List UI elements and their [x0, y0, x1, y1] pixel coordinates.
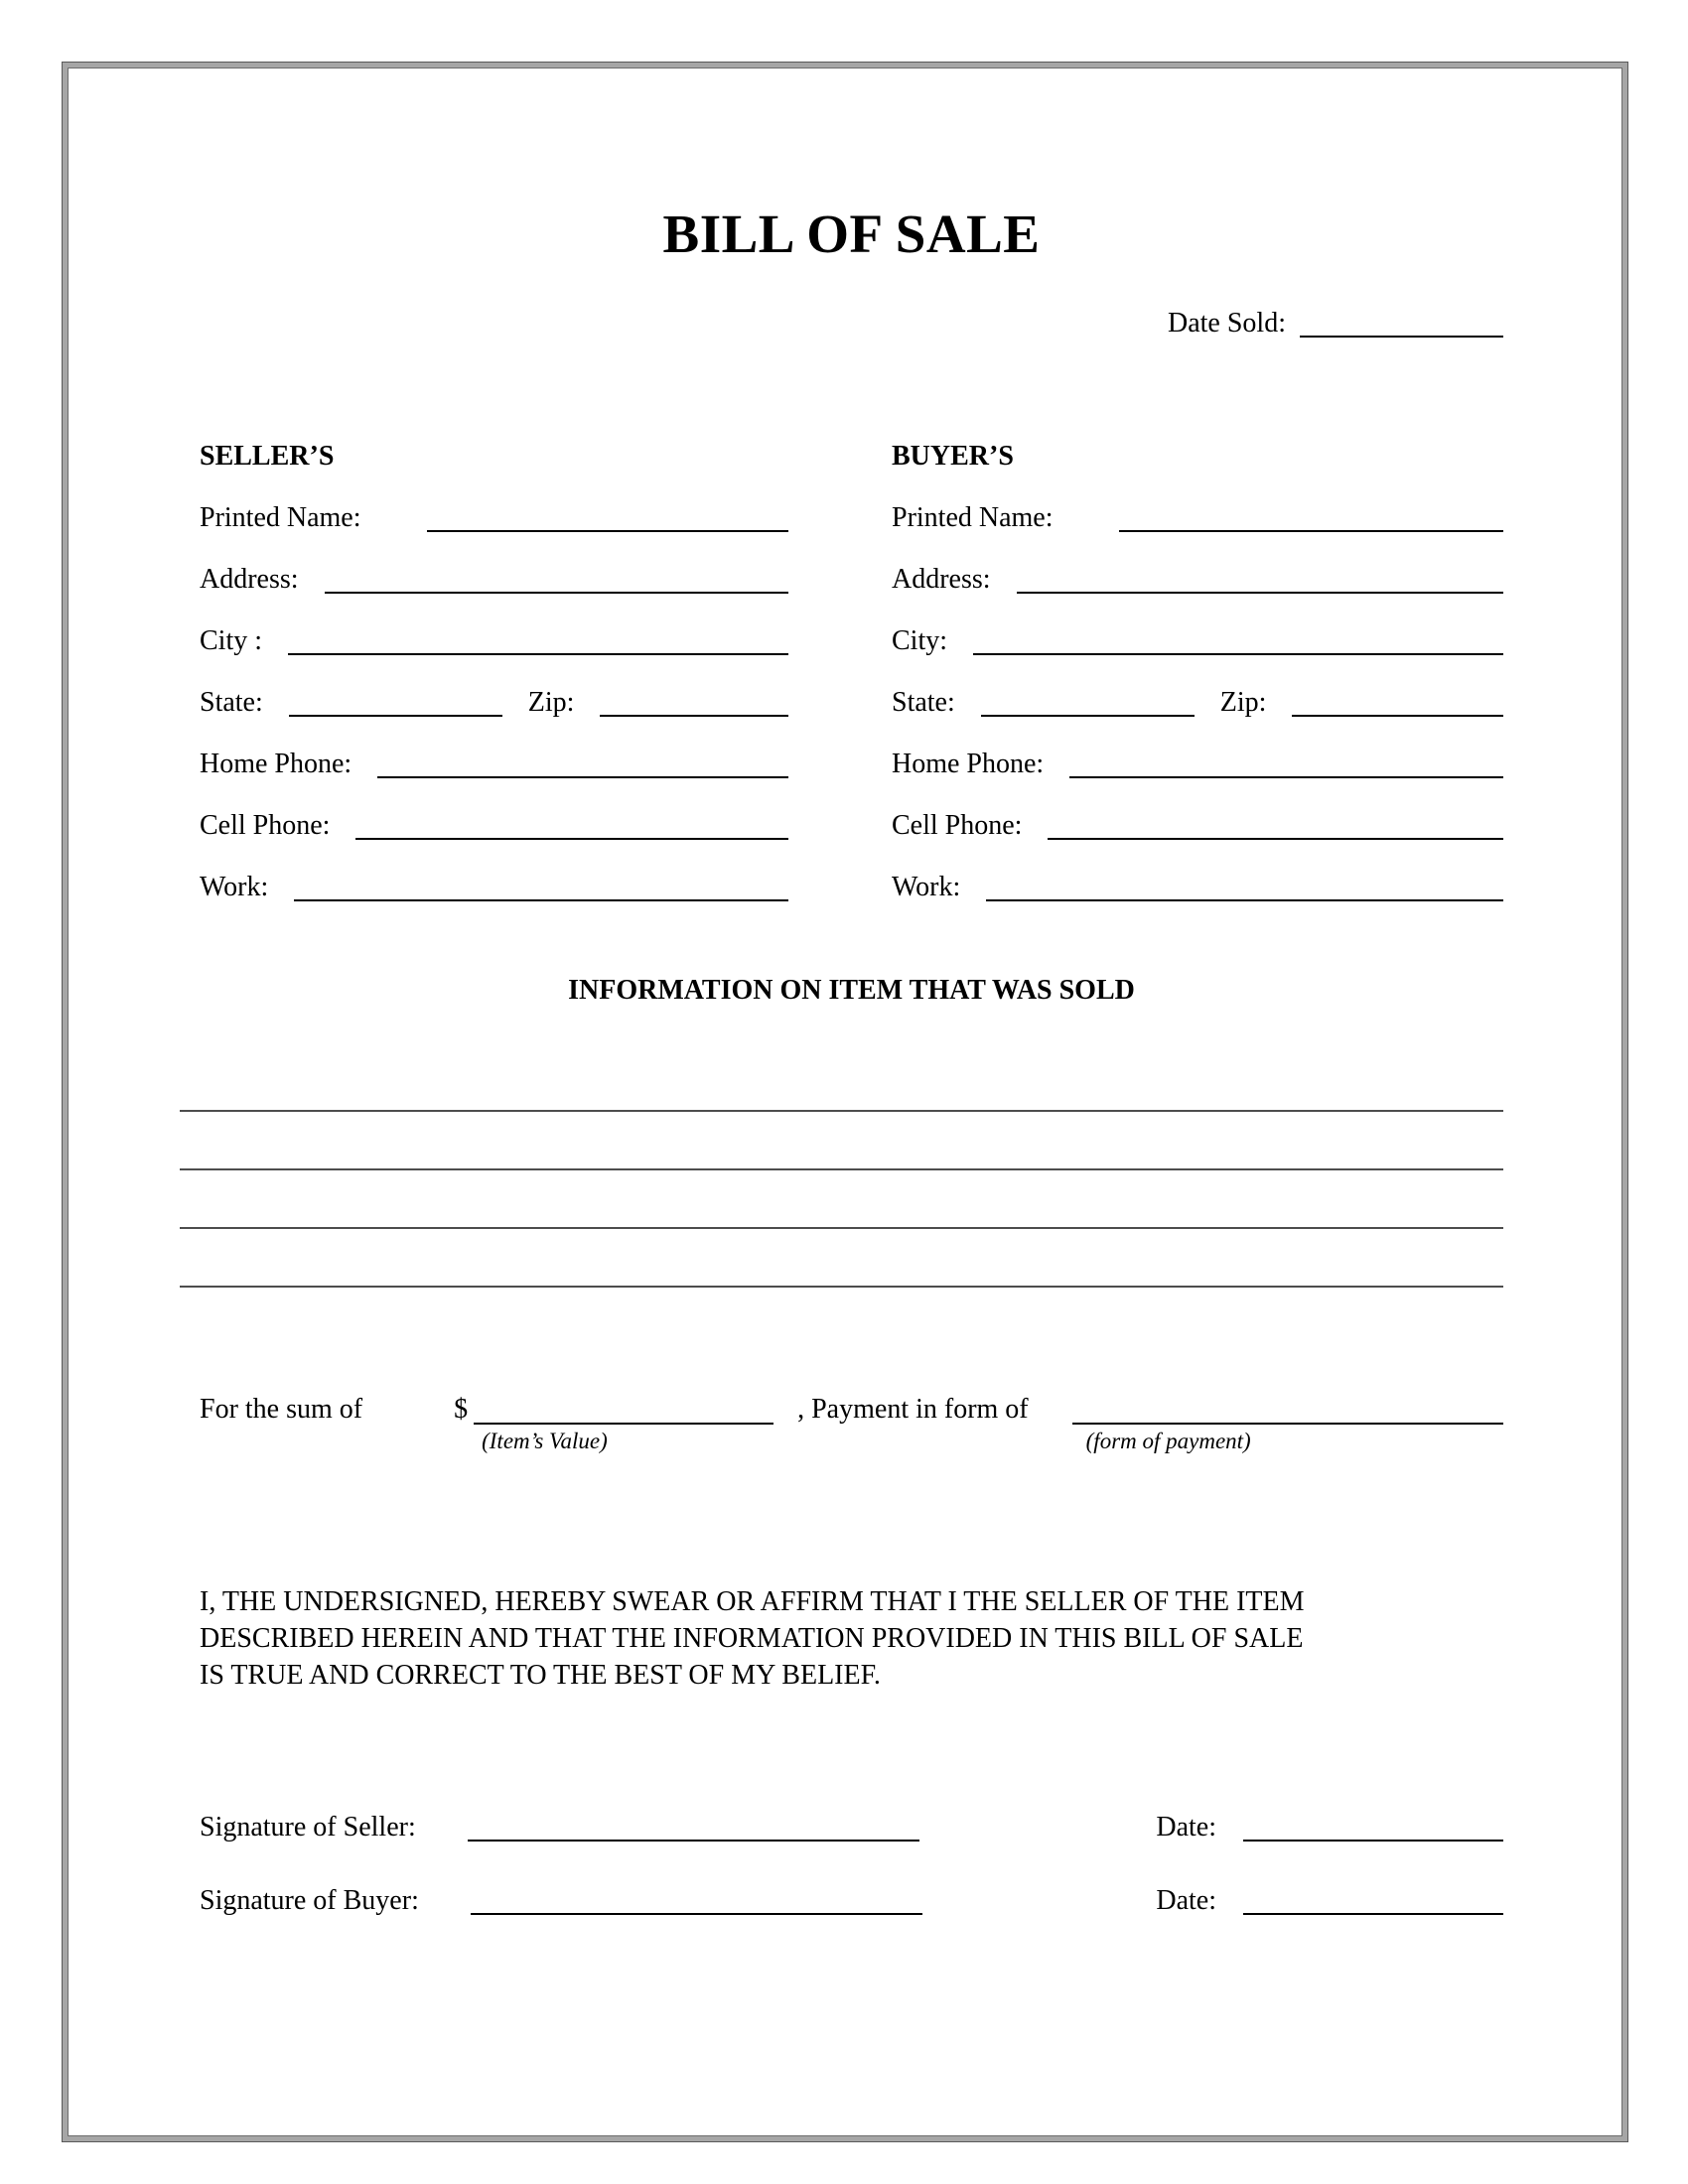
buyer-state-field[interactable] [981, 687, 1195, 717]
buyer-address-row [892, 563, 1503, 597]
buyer-signature-row [200, 1882, 1503, 1918]
buyer-printed-name-row [892, 501, 1503, 535]
city-label: City: [892, 625, 948, 656]
buyer-signature-field[interactable] [471, 1885, 922, 1915]
buyer-signature-label: Signature of Buyer: [200, 1885, 419, 1916]
date-label: Date: [1156, 1812, 1216, 1843]
item-info-line[interactable] [180, 1112, 1503, 1170]
address-label: Address: [892, 564, 991, 595]
buyer-zip-field[interactable] [1292, 687, 1503, 717]
buyer-city-field[interactable] [973, 625, 1503, 655]
zip-label: Zip: [1219, 687, 1267, 718]
state-label: State: [892, 687, 955, 718]
date-label: Date: [1156, 1885, 1216, 1916]
bill-of-sale-form [64, 64, 1626, 2140]
printed-name-label: Printed Name: [892, 502, 1054, 533]
date-sold-field[interactable] [1300, 308, 1503, 338]
cell-phone-label: Cell Phone: [892, 810, 1023, 841]
seller-city-row [200, 624, 788, 658]
item-info-line[interactable] [180, 1229, 1503, 1288]
city-label: City : [200, 625, 263, 656]
seller-work-field[interactable] [294, 872, 788, 901]
seller-state-zip-row [200, 686, 788, 720]
seller-state-field[interactable] [289, 687, 502, 717]
item-info-line[interactable] [180, 1170, 1503, 1229]
page-border-frame [62, 62, 1628, 2142]
dollar-sign: $ [454, 1394, 469, 1425]
seller-cell-phone-row [200, 809, 788, 843]
seller-address-row [200, 563, 788, 597]
seller-signature-row [200, 1809, 1503, 1844]
seller-home-phone-row [200, 748, 788, 781]
form-of-payment-field[interactable] [1072, 1393, 1503, 1425]
buyer-state-zip-row [892, 686, 1503, 720]
form-of-payment-caption: (form of payment) [1085, 1429, 1251, 1453]
affirmation-line: IS TRUE AND CORRECT TO THE BEST OF MY BELIEF. [200, 1660, 881, 1691]
affirmation-line: I, THE UNDERSIGNED, HEREBY SWEAR OR AFFIRM THAT I THE SELLER OF THE ITEM [200, 1586, 1305, 1617]
buyer-home-phone-row [892, 748, 1503, 781]
seller-section [200, 440, 788, 904]
seller-address-field[interactable] [325, 564, 788, 594]
affirmation-paragraph [200, 1583, 1503, 1694]
sum-label: For the sum of [200, 1394, 363, 1425]
buyer-address-field[interactable] [1017, 564, 1503, 594]
date-sold-label: Date Sold: [1168, 308, 1286, 339]
seller-signature-label: Signature of Seller: [200, 1812, 416, 1843]
home-phone-label: Home Phone: [892, 749, 1045, 779]
payment-row [200, 1393, 1503, 1454]
buyer-cell-phone-field[interactable] [1048, 810, 1503, 840]
state-label: State: [200, 687, 263, 718]
buyer-printed-name-field[interactable] [1119, 502, 1503, 532]
buyer-cell-phone-row [892, 809, 1503, 843]
parties-section [200, 440, 1503, 904]
page-title: BILL OF SALE [662, 204, 1041, 264]
seller-zip-field[interactable] [600, 687, 788, 717]
seller-printed-name-field[interactable] [427, 502, 788, 532]
seller-heading: SELLER’S [200, 441, 335, 472]
date-sold-row [200, 307, 1503, 341]
buyer-signature-date-field[interactable] [1243, 1885, 1503, 1915]
form-of-payment-group [1072, 1393, 1503, 1454]
item-info-line[interactable] [180, 1053, 1503, 1112]
work-label: Work: [200, 872, 269, 902]
seller-signature-date-field[interactable] [1243, 1812, 1503, 1842]
seller-work-row [200, 871, 788, 904]
seller-printed-name-row [200, 501, 788, 535]
seller-signature-field[interactable] [468, 1812, 919, 1842]
zip-label: Zip: [527, 687, 575, 718]
item-value-caption: (Item’s Value) [482, 1429, 608, 1453]
buyer-home-phone-field[interactable] [1069, 749, 1503, 778]
seller-city-field[interactable] [288, 625, 788, 655]
cell-phone-label: Cell Phone: [200, 810, 331, 841]
address-label: Address: [200, 564, 299, 595]
payment-form-label: , Payment in form of [797, 1394, 1029, 1425]
item-value-group [474, 1393, 774, 1454]
buyer-section [892, 440, 1503, 904]
seller-home-phone-field[interactable] [377, 749, 788, 778]
item-description-area [180, 1053, 1503, 1288]
work-label: Work: [892, 872, 961, 902]
buyer-work-field[interactable] [986, 872, 1503, 901]
affirmation-line: DESCRIBED HEREIN AND THAT THE INFORMATION PROVIDED IN THIS BILL OF SALE [200, 1623, 1304, 1654]
item-value-field[interactable] [474, 1393, 774, 1425]
buyer-work-row [892, 871, 1503, 904]
home-phone-label: Home Phone: [200, 749, 352, 779]
printed-name-label: Printed Name: [200, 502, 361, 533]
buyer-city-row [892, 624, 1503, 658]
buyer-heading: BUYER’S [892, 441, 1014, 472]
seller-cell-phone-field[interactable] [355, 810, 788, 840]
item-section-heading: INFORMATION ON ITEM THAT WAS SOLD [568, 975, 1135, 1006]
